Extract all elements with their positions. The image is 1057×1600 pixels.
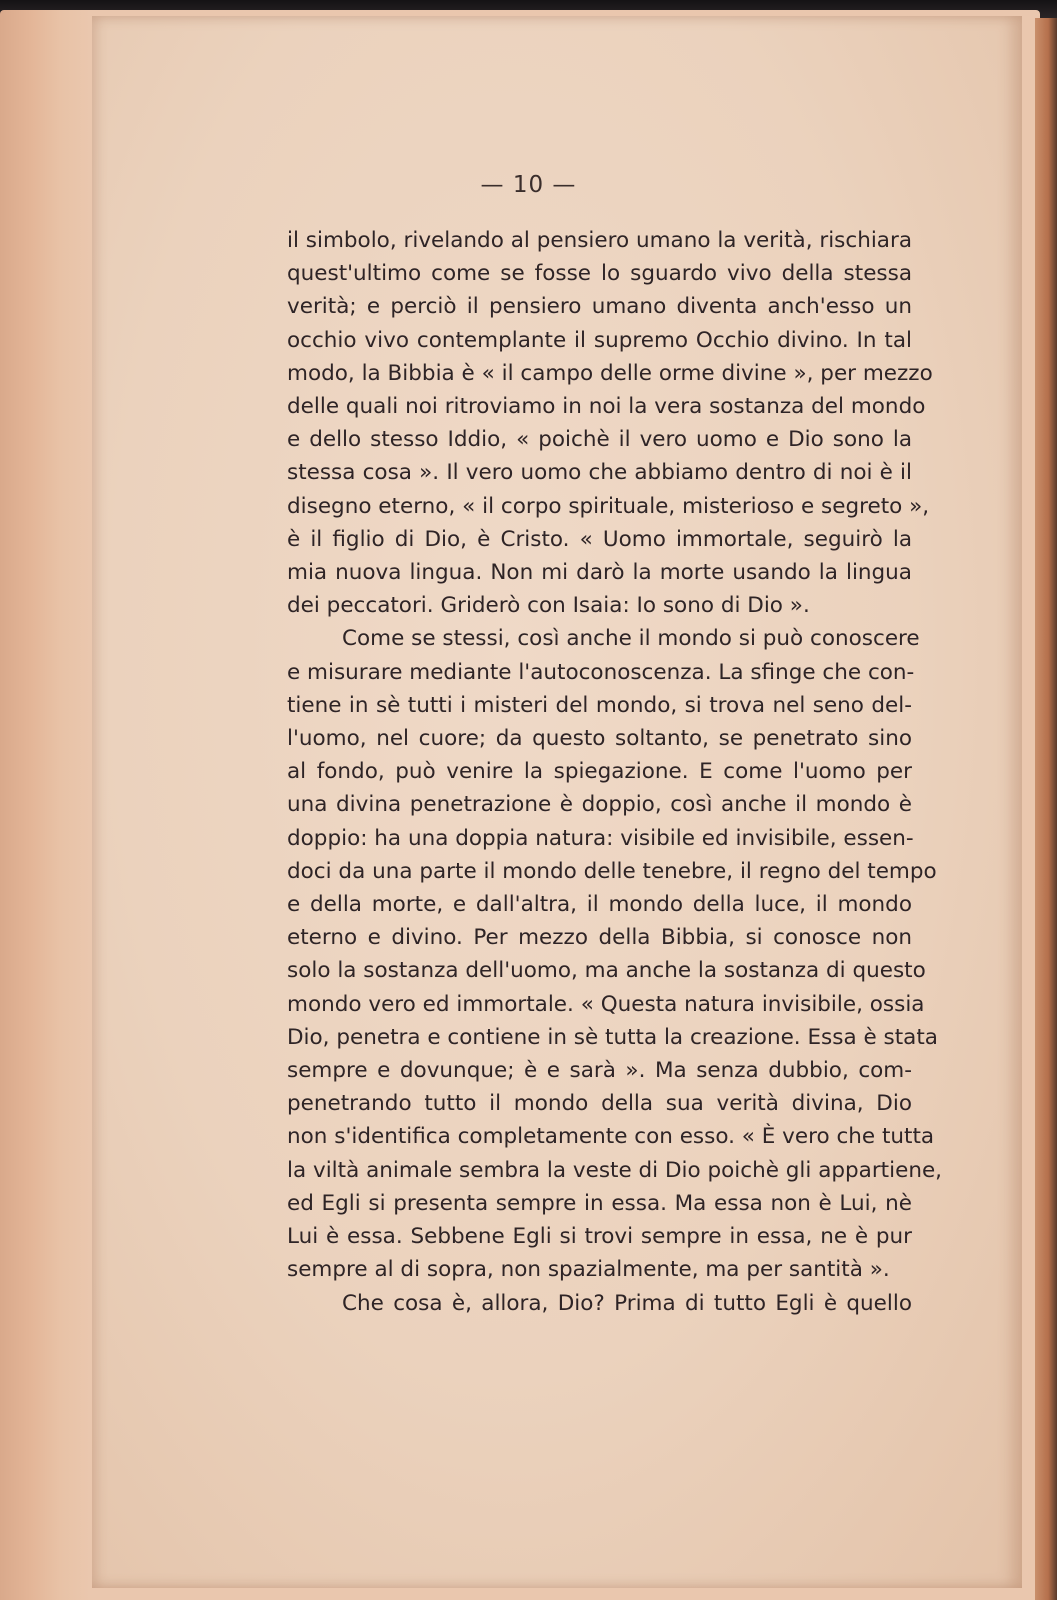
text-line: occhio vivo contemplante il supremo Occhio divino. In tal (287, 327, 912, 353)
text-line: e dello stesso Iddio, « poichè il vero uomo e Dio sono la (287, 427, 912, 453)
text-line: e misurare mediante l'autoconoscenza. La sfinge che con- (287, 659, 915, 685)
text-line: eterno e divino. Per mezzo della Bibbia, si conosce non (287, 925, 912, 951)
text-line: dei peccatori. Griderò con Isaia: Io sono di Dio ». (287, 593, 810, 619)
text-line: l'uomo, nel cuore; da questo soltanto, se penetrato sino (287, 726, 912, 752)
text-line: delle quali noi ritroviamo in noi la vera sostanza del mondo (287, 394, 926, 420)
text-line: disegno eterno, « il corpo spirituale, misterioso e segreto », (287, 493, 930, 519)
text-line: Lui è essa. Sebbene Egli si trovi sempre in essa, ne è pur (287, 1224, 912, 1250)
text-line: mondo vero ed immortale. « Questa natura invisibile, ossia (287, 991, 925, 1017)
page-number: — 10 — (480, 172, 577, 198)
text-line: solo la sostanza dell'uomo, ma anche la sostanza di questo (287, 958, 926, 984)
book-spine-edge (1035, 18, 1057, 1600)
text-line: modo, la Bibbia è « il campo delle orme divine », per mezzo (287, 360, 933, 386)
text-line: penetrando tutto il mondo della sua verità divina, Dio (287, 1091, 912, 1117)
text-line: Dio, penetra e contiene in sè tutta la creazione. Essa è stata (287, 1024, 938, 1050)
text-line: è il figlio di Dio, è Cristo. « Uomo immortale, seguirò la (287, 526, 912, 552)
text-line: doci da una parte il mondo delle tenebre, il regno del tempo (287, 858, 937, 884)
text-line: verità; e perciò il pensiero umano diventa anch'esso un (287, 294, 912, 320)
text-line: sempre al di sopra, non spazialmente, ma per santità ». (287, 1257, 890, 1283)
body-text (287, 224, 943, 1320)
text-line: una divina penetrazione è doppio, così anche il mondo è (287, 792, 912, 818)
text-line: e della morte, e dall'altra, il mondo della luce, il mondo (287, 892, 912, 918)
text-line: doppio: ha una doppia natura: visibile ed invisibile, essen- (287, 825, 914, 851)
text-line: Che cosa è, allora, Dio? Prima di tutto Egli è quello (342, 1290, 912, 1316)
text-line: sempre e dovunque; è e sarà ». Ma senza dubbio, com- (287, 1058, 912, 1084)
text-line: la viltà animale sembra la veste di Dio poichè gli appartiene, (287, 1157, 943, 1183)
text-line: al fondo, può venire la spiegazione. E come l'uomo per (287, 759, 912, 785)
text-line: quest'ultimo come se fosse lo sguardo vivo della stessa (287, 261, 912, 287)
text-line: il simbolo, rivelando al pensiero umano la verità, rischiara (287, 228, 912, 253)
text-line: stessa cosa ». Il vero uomo che abbiamo dentro di noi è il (287, 460, 912, 486)
text-line: ed Egli si presenta sempre in essa. Ma essa non è Lui, nè (287, 1190, 912, 1216)
text-line: tiene in sè tutti i misteri del mondo, si trova nel seno del- (287, 692, 912, 718)
text-line: Come se stessi, così anche il mondo si può conoscere (342, 626, 920, 652)
text-line: non s'identifica completamente con esso. « È vero che tutta (287, 1124, 935, 1150)
text-line: mia nuova lingua. Non mi darò la morte usando la lingua (287, 560, 912, 586)
